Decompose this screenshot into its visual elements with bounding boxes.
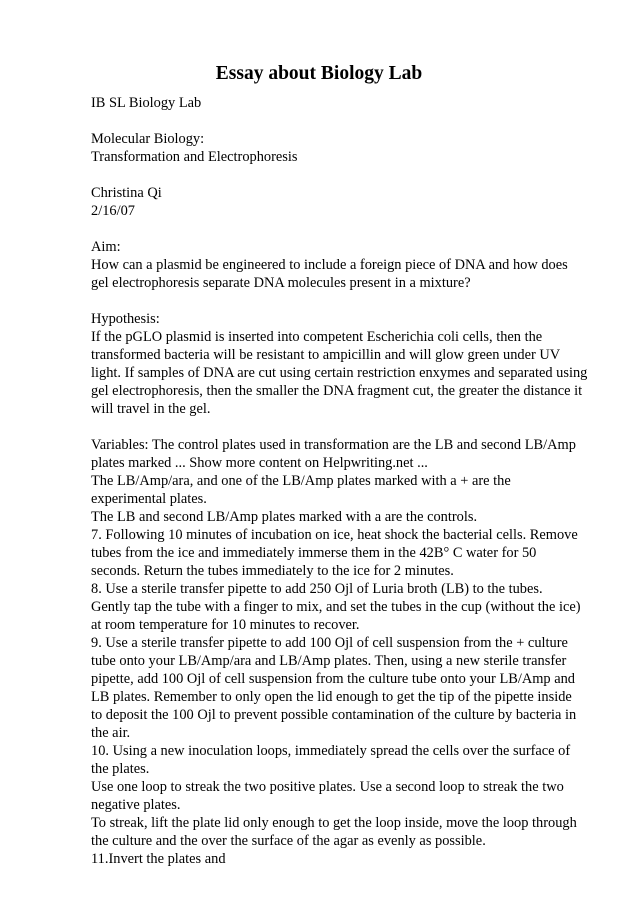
procedure-line: The LB and second LB/Amp plates marked with a are the controls. xyxy=(91,509,478,525)
procedure-line: the culture and the over the surface of the agar as evenly as possible. xyxy=(91,833,486,849)
paragraph-gap xyxy=(91,292,611,310)
procedure-line: To streak, lift the plate lid only enough to get the loop inside, move the loop through xyxy=(91,815,577,831)
procedure-line: 7. Following 10 minutes of incubation on ice, heat shock the bacterial cells. Remove xyxy=(91,527,578,543)
procedure-line: the air. xyxy=(91,725,131,741)
hypothesis-line: will travel in the gel. xyxy=(91,401,211,417)
procedure-line: to deposit the 100 Ojl to prevent possible contamination of the culture by bacteria in xyxy=(91,707,577,723)
procedure-line: negative plates. xyxy=(91,797,181,813)
aim-heading: Aim: xyxy=(91,239,121,255)
paragraph-gap xyxy=(91,220,611,238)
paragraph-gap xyxy=(91,112,611,130)
hypothesis-line: gel electrophoresis, then the smaller the DNA fragment cut, the greater the distance it xyxy=(91,383,583,399)
procedure-line: seconds. Return the tubes immediately to the ice for 2 minutes. xyxy=(91,563,454,579)
subject-line: Molecular Biology: xyxy=(91,131,205,147)
procedure-line: tube onto your LB/Amp/ara and LB/Amp plates. Then, using a new sterile transfer xyxy=(91,653,567,669)
paragraph-gap xyxy=(91,418,611,436)
procedure-line: 8. Use a sterile transfer pipette to add 250 Ojl of Luria broth (LB) to the tubes. xyxy=(91,581,543,597)
procedure-line: pipette, add 100 Ojl of cell suspension from the culture tube onto your LB/Amp and xyxy=(91,671,575,687)
procedure-line: 9. Use a sterile transfer pipette to add 100 Ojl of cell suspension from the + culture xyxy=(91,635,568,651)
procedure-line: Gently tap the tube with a finger to mix, and set the tubes in the cup (without the ice) xyxy=(91,599,581,615)
procedure-line: Use one loop to streak the two positive plates. Use a second loop to streak the two xyxy=(91,779,564,795)
procedure-line: LB plates. Remember to only open the lid enough to get the tip of the pipette inside xyxy=(91,689,572,705)
procedure-line: at room temperature for 10 minutes to recover. xyxy=(91,617,360,633)
hypothesis-line: light. If samples of DNA are cut using certain restriction enxymes and separated using xyxy=(91,365,588,381)
document-title: Essay about Biology Lab xyxy=(215,63,423,84)
subject-line: Transformation and Electrophoresis xyxy=(91,149,298,165)
procedure-line: 11.Invert the plates and xyxy=(91,851,226,867)
procedure-line: Variables: The control plates used in transformation are the LB and second LB/Amp xyxy=(91,437,576,453)
aim-line: gel electrophoresis separate DNA molecules present in a mixture? xyxy=(91,275,471,291)
paragraph-gap xyxy=(91,166,611,184)
procedure-line: 10. Using a new inoculation loops, immediately spread the cells over the surface of xyxy=(91,743,571,759)
procedure-line: tubes from the ice and immediately immerse them in the 42B° C water for 50 xyxy=(91,545,537,561)
hypothesis-heading: Hypothesis: xyxy=(91,311,160,327)
document-body xyxy=(91,94,611,868)
procedure-line: the plates. xyxy=(91,761,150,777)
course-line: IB SL Biology Lab xyxy=(91,95,202,111)
procedure-line: plates marked ... Show more content on Helpwriting.net ... xyxy=(91,455,428,471)
author-line: Christina Qi xyxy=(91,185,162,201)
date-line: 2/16/07 xyxy=(91,203,135,219)
procedure-line: The LB/Amp/ara, and one of the LB/Amp plates marked with a + are the xyxy=(91,473,511,489)
hypothesis-line: If the pGLO plasmid is inserted into competent Escherichia coli cells, then the xyxy=(91,329,543,345)
aim-line: How can a plasmid be engineered to include a foreign piece of DNA and how does xyxy=(91,257,568,273)
procedure-line: experimental plates. xyxy=(91,491,207,507)
hypothesis-line: transformed bacteria will be resistant to ampicillin and will glow green under UV xyxy=(91,347,561,363)
